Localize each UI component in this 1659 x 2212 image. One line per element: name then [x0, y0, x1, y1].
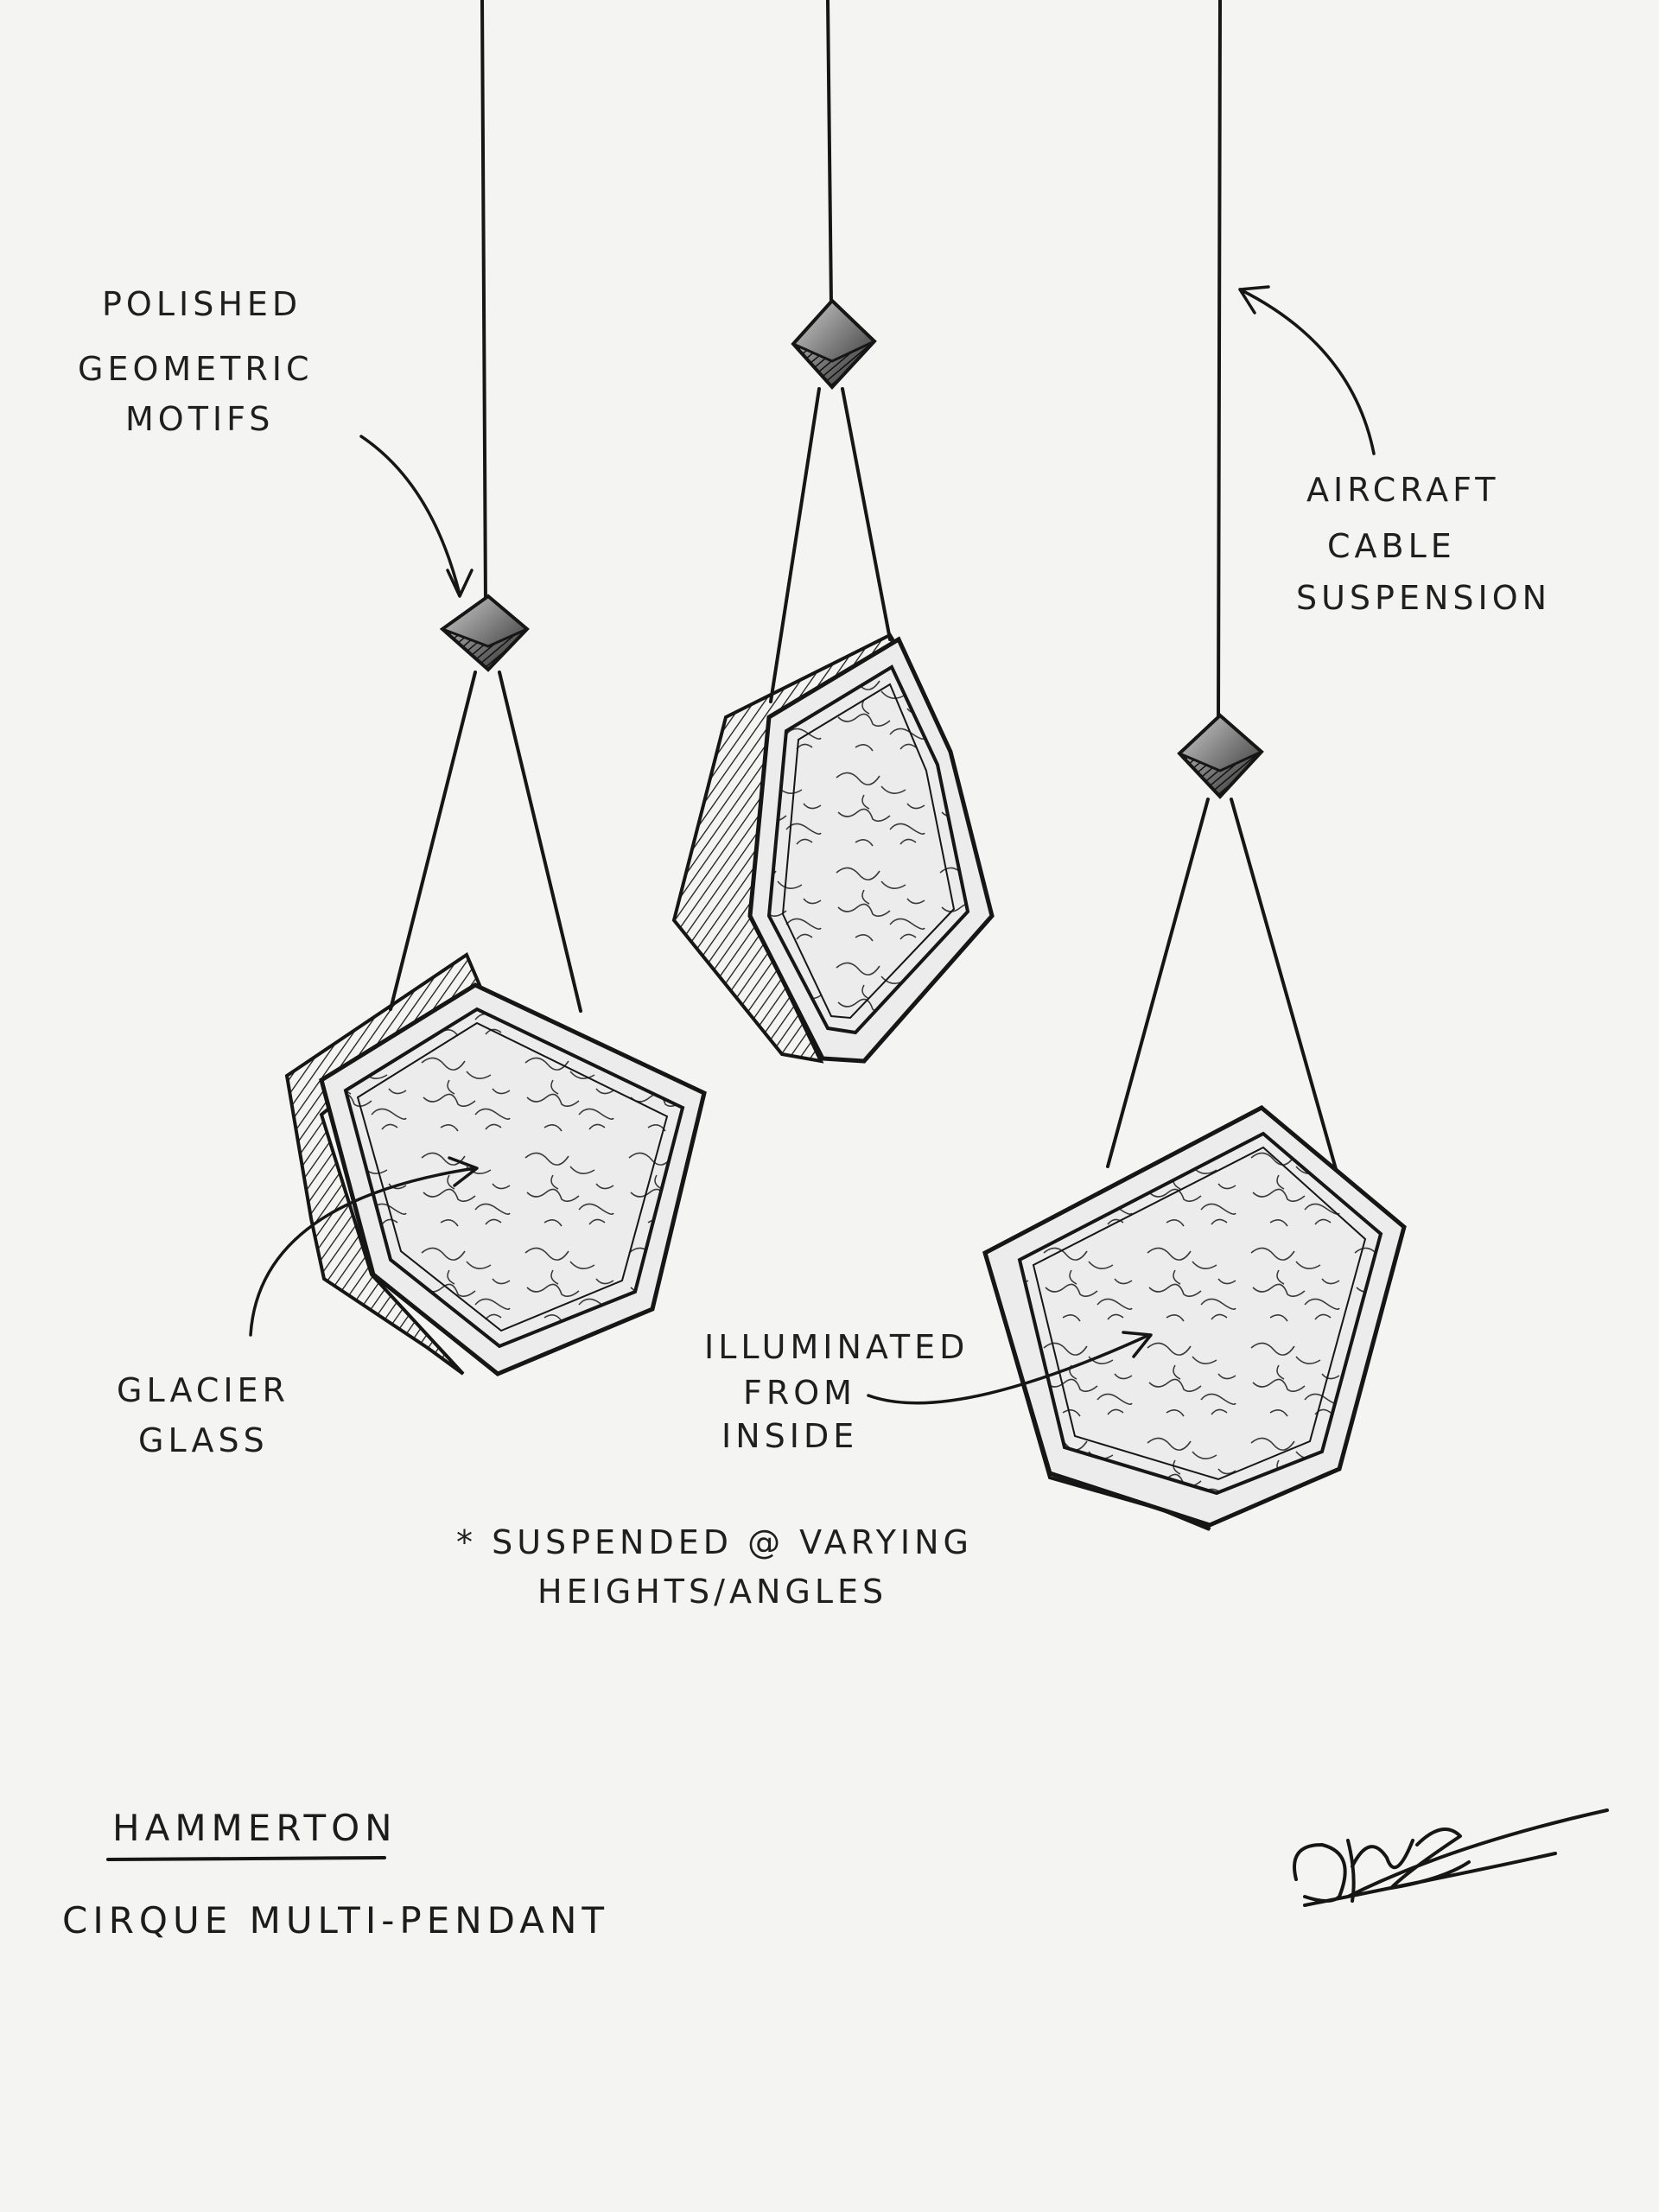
svg-text:Illuminated	[704, 1328, 969, 1366]
brand-name: Hammerton	[112, 1807, 397, 1849]
label-illuminated-2: From	[743, 1374, 856, 1412]
svg-text:Cirque Multi-Pendant	[62, 1899, 609, 1942]
sling-center-b	[842, 389, 890, 639]
label-aircraft-1: Aircraft	[1306, 471, 1500, 509]
label-polished-3: motifs	[125, 400, 275, 438]
svg-text:Glass	[138, 1421, 269, 1459]
svg-text:Heights/Angles	[537, 1573, 887, 1611]
nut-center	[793, 301, 874, 387]
svg-text:Polished	[102, 285, 302, 323]
svg-text:motifs	[125, 400, 274, 438]
cable-right	[1218, 0, 1220, 717]
svg-text:From	[743, 1374, 856, 1412]
annotation-aircraft	[1240, 287, 1551, 617]
product-name: Cirque Multi-Pendant	[62, 1899, 610, 1942]
label-illuminated-1: Illuminated	[704, 1328, 969, 1366]
svg-text:Geometric	[78, 350, 314, 388]
designer-signature	[1294, 1810, 1607, 1905]
arrow-polished	[361, 436, 472, 596]
label-glacier-2: Glass	[138, 1421, 269, 1459]
pendant-left	[287, 0, 704, 1374]
sling-center-a	[771, 389, 819, 702]
sling-right-a	[1108, 799, 1208, 1166]
svg-text:Suspension	[1296, 579, 1551, 617]
sling-left-b	[499, 672, 581, 1011]
cable-left	[482, 0, 486, 605]
glacier-glass-right	[1020, 1134, 1381, 1493]
svg-text:Aircraft	[1306, 471, 1500, 509]
brand-underline	[108, 1858, 385, 1859]
nut-right	[1179, 715, 1262, 797]
pendant-right	[985, 0, 1404, 1529]
svg-text:Glacier	[117, 1371, 289, 1409]
label-aircraft-2: Cable	[1327, 527, 1456, 565]
annotation-polished	[78, 285, 472, 596]
label-illuminated-3: Inside	[721, 1417, 859, 1455]
pendant-center	[674, 0, 992, 1061]
label-aircraft-3: Suspension	[1296, 579, 1552, 617]
label-glacier-1: Glacier	[117, 1371, 289, 1409]
cable-center	[828, 0, 831, 304]
label-polished-2: Geometric	[78, 350, 314, 388]
annotation-suspended	[456, 1523, 973, 1611]
svg-text:Hammerton	[112, 1807, 397, 1849]
label-polished-1: Polished	[102, 285, 302, 323]
svg-text:* Suspended @ Varying	[456, 1523, 973, 1561]
nut-left	[442, 596, 527, 670]
label-suspended-2: Heights/Angles	[537, 1573, 888, 1611]
label-suspended-1: * Suspended @ Varying	[456, 1523, 973, 1561]
svg-text:Cable	[1327, 527, 1456, 565]
arrow-aircraft	[1240, 287, 1374, 454]
title-block	[62, 1807, 609, 1942]
svg-text:Inside	[721, 1417, 858, 1455]
